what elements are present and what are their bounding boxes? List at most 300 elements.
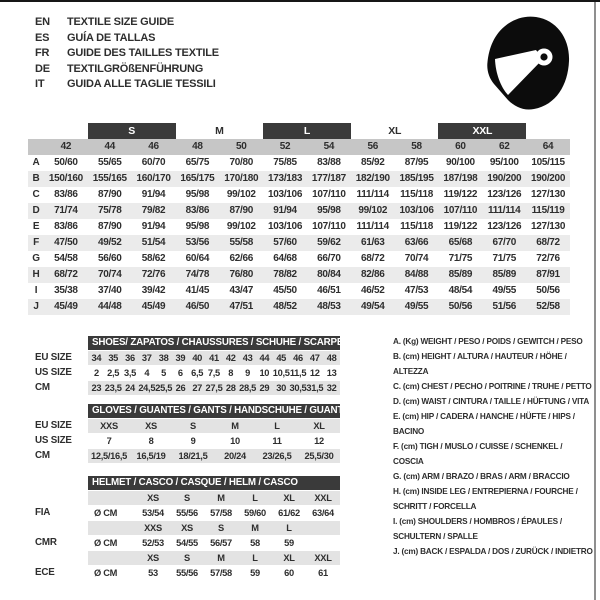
size-label: XL — [388, 125, 402, 137]
measure-cell: 99/102 — [226, 221, 256, 232]
measure-cell: 87/90 — [97, 221, 122, 232]
measure-cell: 107/110 — [312, 221, 346, 232]
measure-cell: 57/60 — [273, 237, 297, 248]
gloves-eu-cell: M — [231, 421, 239, 431]
measure-row — [28, 219, 570, 235]
measure-cell: 115/118 — [400, 189, 434, 200]
measure-cell: 75/85 — [273, 157, 297, 168]
shoes-cm-cell: 29 — [259, 383, 270, 393]
shoes-cm-cell: 24 — [125, 383, 135, 393]
helmet-value-cell — [306, 536, 340, 550]
size-number-cell: 54 — [323, 141, 335, 152]
size-number-cell: 62 — [498, 141, 510, 152]
measure-cell: 84/88 — [404, 269, 429, 280]
measure-cell: 49/54 — [360, 301, 385, 312]
helmet-size-blank — [88, 551, 136, 565]
label-shoes-eu-size: EU SIZE — [35, 352, 72, 363]
shoes-eu-cell: 42 — [225, 353, 236, 363]
measure-row — [28, 187, 570, 203]
shoes-cm-cell: 24,5 — [138, 383, 156, 393]
label-fia: FIA — [35, 507, 51, 518]
helmet-size-cell: XXL — [314, 493, 332, 503]
helmet-size-cell: XXL — [314, 553, 332, 563]
shoes-us-cell: 11,5 — [289, 368, 307, 378]
shoes-eu-cell: 43 — [242, 353, 253, 363]
measure-cell: 47/53 — [404, 285, 429, 296]
size-number-cell: 42 — [60, 141, 72, 152]
label-gloves-eu-size: EU SIZE — [35, 420, 72, 431]
size-number-row — [28, 139, 570, 155]
helmet-value-cell: 59 — [250, 568, 260, 578]
measure-cell: 71/74 — [54, 205, 78, 216]
measure-cell: 160/170 — [136, 173, 171, 184]
measure-cell: 95/100 — [489, 157, 519, 168]
measure-row — [28, 155, 570, 171]
helmet-value-cell: 61/62 — [278, 508, 300, 518]
measure-cell: 83/88 — [317, 157, 341, 168]
gloves-table-header: GLOVES / GUANTES / GANTS / HANDSCHUHE / GUANTI — [88, 404, 340, 418]
size-number-cell: 46 — [148, 141, 159, 152]
measure-cell: 85/89 — [448, 269, 473, 280]
row-letter: D — [32, 205, 40, 216]
shoes-cm-cell: 28,5 — [239, 383, 257, 393]
label-shoes-us-size: US SIZE — [35, 367, 72, 378]
measure-cell: 119/122 — [443, 189, 478, 200]
helmet-size-row — [88, 521, 340, 535]
gloves-eu-cell: L — [274, 421, 280, 431]
measure-cell: 70/80 — [229, 157, 253, 168]
language-row — [35, 46, 219, 62]
gloves-us-row — [88, 434, 340, 448]
measure-cell: 49/52 — [97, 237, 122, 248]
gloves-cm-cell: 23/26,5 — [262, 451, 292, 461]
helmet-value-cell: 53/54 — [142, 508, 164, 518]
measure-cell: 46/50 — [185, 301, 210, 312]
measure-cell: 165/175 — [180, 173, 215, 184]
language-code: ES — [35, 31, 50, 44]
measure-cell: 45/49 — [54, 301, 78, 312]
measure-cell: 68/72 — [54, 269, 78, 280]
helmet-value-cell: 59/60 — [244, 508, 266, 518]
shoes-us-cell: 10 — [259, 368, 270, 378]
helmet-size-cell: M — [217, 553, 225, 563]
gloves-cm-cell: 20/24 — [224, 451, 246, 461]
helmet-size-row — [88, 551, 340, 565]
measure-cell: 60/64 — [185, 253, 210, 264]
measure-cell: 79/82 — [141, 205, 166, 216]
measure-cell: 99/102 — [226, 189, 256, 200]
measure-cell: 52/58 — [536, 301, 560, 312]
helmet-size-cell: S — [184, 553, 190, 563]
measure-cell: 46/51 — [317, 285, 341, 296]
measure-cell: 49/55 — [492, 285, 516, 296]
measure-cell: 44/48 — [97, 301, 122, 312]
helmet-size-cell: XL — [283, 553, 295, 563]
measure-cell: 53/56 — [185, 237, 210, 248]
language-title-list — [35, 15, 219, 93]
measure-row — [28, 203, 570, 219]
size-number-cell: 64 — [542, 141, 554, 152]
helmet-value-cell: 63/64 — [312, 508, 334, 518]
measure-cell: 78/82 — [273, 269, 297, 280]
helmet-value-cell: 60 — [284, 568, 294, 578]
helmet-size-cell: XL — [283, 493, 295, 503]
shoes-us-cell: 12 — [309, 368, 320, 378]
legend-item: B. (cm) HEIGHT / ALTURA / HAUTEUR / HÖHE / ALTEZZA — [393, 352, 567, 376]
gloves-eu-cell: XS — [145, 421, 157, 431]
measure-cell: 66/70 — [317, 253, 341, 264]
helmet-value-cell: 59 — [284, 538, 294, 548]
measure-cell: 87/91 — [536, 269, 560, 280]
helmet-size-row — [88, 491, 340, 505]
gloves-us-cell: 10 — [230, 436, 240, 446]
measure-cell: 80/84 — [317, 269, 341, 280]
helmet-unit-label: Ø CM — [94, 508, 118, 518]
shoes-eu-row — [88, 351, 340, 365]
textile-main-table — [28, 122, 570, 315]
measure-cell: 56/60 — [97, 253, 122, 264]
gloves-eu-cell: S — [190, 421, 196, 431]
helmet-size-cell: S — [218, 523, 224, 533]
measure-cell: 67/70 — [492, 237, 516, 248]
measure-cell: 99/102 — [358, 205, 388, 216]
corner-cell — [28, 139, 44, 155]
measure-cell: 58/62 — [141, 253, 166, 264]
measure-cell: 111/114 — [356, 189, 389, 200]
size-number-cell: 58 — [411, 141, 422, 152]
shoes-table — [88, 336, 344, 395]
gloves-eu-row — [88, 419, 340, 433]
size-number-cell: 56 — [367, 141, 378, 152]
measure-cell: 45/50 — [273, 285, 297, 296]
measure-cell: 111/114 — [488, 205, 521, 216]
measure-cell: 60/70 — [141, 157, 166, 168]
row-letter: F — [33, 237, 39, 248]
helmet-value-cell: 53 — [148, 568, 158, 578]
size-label: M — [215, 125, 224, 137]
shoes-us-cell: 3,5 — [123, 368, 136, 378]
measure-cell: 87/90 — [97, 189, 122, 200]
shoes-cm-cell: 27 — [192, 383, 203, 393]
shoes-us-cell: 5 — [161, 368, 166, 378]
shoes-eu-cell: 40 — [192, 353, 203, 363]
label-cmr: CMR — [35, 537, 57, 548]
measure-cell: 51/54 — [141, 237, 166, 248]
shoes-eu-cell: 37 — [141, 353, 152, 363]
helmet-value-cell: 56/57 — [210, 538, 232, 548]
measure-rows — [28, 155, 570, 315]
language-code: EN — [35, 16, 50, 28]
measure-cell: 72/76 — [141, 269, 166, 280]
helmet-value-cell: 61 — [318, 568, 328, 578]
measure-row — [28, 171, 570, 187]
shoes-eu-cell: 41 — [209, 353, 219, 363]
helmet-size-cell: L — [252, 553, 258, 563]
shoes-us-cell: 4 — [144, 368, 150, 378]
legend-item: E. (cm) HIP / CADERA / HANCHE / HÜFTE / HIPS / BACINO — [393, 412, 575, 436]
helmet-unit-label: Ø CM — [94, 538, 118, 548]
shoes-us-cell: 8 — [228, 368, 234, 378]
shoes-cm-cell: 31,5 — [306, 383, 324, 393]
measure-cell: 107/110 — [443, 205, 478, 216]
row-letter: H — [32, 269, 40, 280]
measure-cell: 119/122 — [443, 221, 478, 232]
helmet-value-cell: 52/53 — [142, 538, 164, 548]
legend-item: F. (cm) TIGH / MUSLO / CUISSE / SCHENKEL / COSCIA — [393, 442, 563, 466]
gloves-table — [88, 404, 346, 463]
measure-cell: 47/50 — [54, 237, 78, 248]
measurement-legend — [393, 334, 595, 559]
shoes-cm-cell: 32 — [326, 383, 337, 393]
gloves-cm-cell: 16,5/19 — [136, 451, 166, 461]
size-chip: S — [88, 123, 176, 139]
helmet-table — [88, 476, 340, 580]
measure-row — [28, 267, 570, 283]
measure-cell: 105/115 — [531, 157, 565, 168]
language-code: IT — [35, 78, 45, 90]
language-title: TEXTILE SIZE GUIDE — [67, 16, 175, 28]
shoes-cm-cell: 27,5 — [205, 383, 223, 393]
shoes-cm-row — [88, 381, 340, 395]
row-letter: E — [32, 221, 40, 232]
shoes-us-cell: 10,5 — [272, 368, 290, 378]
size-number-cell: 48 — [192, 141, 203, 152]
gloves-us-cell: 11 — [272, 436, 282, 446]
measure-cell: 71/75 — [448, 253, 473, 264]
measure-cell: 48/53 — [317, 301, 341, 312]
size-number-cell: 44 — [104, 141, 115, 152]
shoes-us-cell: 7,5 — [207, 368, 220, 378]
measure-cell: 50/56 — [536, 285, 560, 296]
gloves-cm-cell: 18/21,5 — [178, 451, 208, 461]
helmet-size-cell: XXS — [144, 523, 162, 533]
label-gloves-us-size: US SIZE — [35, 435, 72, 446]
measure-cell: 91/94 — [141, 189, 166, 200]
gloves-eu-cell: XXS — [100, 421, 118, 431]
helmet-value-cell: 55/56 — [176, 568, 198, 578]
helmet-size-cell: XS — [147, 553, 159, 563]
helmet-size-cell: XS — [147, 493, 159, 503]
measure-cell: 71/75 — [492, 253, 516, 264]
measure-cell: 155/165 — [92, 173, 127, 184]
measure-cell: 48/54 — [448, 285, 473, 296]
measure-cell: 47/51 — [229, 301, 253, 312]
measure-cell: 87/90 — [229, 205, 253, 216]
measure-cell: 83/86 — [185, 205, 210, 216]
measure-cell: 70/74 — [97, 269, 122, 280]
shoes-cm-cell: 30 — [276, 383, 286, 393]
helmet-size-cell: S — [184, 493, 190, 503]
measure-cell: 95/98 — [317, 205, 341, 216]
helmet-size-cell: M — [217, 493, 225, 503]
measure-cell: 55/58 — [229, 237, 253, 248]
helmet-size-cell: XS — [181, 523, 193, 533]
label-ece: ECE — [35, 567, 55, 578]
gloves-us-cell: 9 — [190, 436, 196, 446]
shoes-cm-cell: 28 — [225, 383, 236, 393]
measure-cell: 70/74 — [404, 253, 429, 264]
language-code: FR — [35, 47, 50, 59]
measure-cell: 35/38 — [54, 285, 78, 296]
size-chip: XXL — [438, 123, 526, 139]
shoes-eu-cell: 48 — [326, 353, 337, 363]
measure-cell: 190/200 — [487, 173, 522, 184]
shoes-us-cell: 2 — [93, 368, 99, 378]
row-letter: A — [32, 157, 40, 168]
shoes-cm-cell: 26 — [175, 383, 186, 393]
measure-cell: 90/100 — [446, 157, 475, 168]
shoes-cm-cell: 23 — [91, 383, 102, 393]
language-row — [35, 62, 219, 78]
measure-cell: 115/118 — [400, 221, 434, 232]
gloves-us-cell: 7 — [106, 436, 112, 446]
shoes-eu-cell: 38 — [158, 353, 169, 363]
measure-cell: 185/195 — [399, 173, 434, 184]
helmet-size-cell: M — [251, 523, 259, 533]
shoes-eu-cell: 46 — [293, 353, 303, 363]
helmet-size-cell: L — [252, 493, 258, 503]
legend-item: C. (cm) CHEST / PECHO / POITRINE / TRUHE / PETTO — [393, 382, 592, 391]
legend-item: A. (Kg) WEIGHT / PESO / POIDS / GEWITCH / PESO — [393, 337, 583, 346]
measure-cell: 74/78 — [185, 269, 210, 280]
helmet-value-row-fia — [88, 506, 340, 520]
helmet-icon — [480, 14, 572, 110]
shoes-eu-cell: 34 — [91, 353, 102, 363]
legend-item: J. (cm) BACK / ESPALDA / DOS / ZURÜCK / INDIETRO — [393, 547, 593, 556]
shoes-us-row — [88, 366, 340, 380]
measure-cell: 62/66 — [229, 253, 253, 264]
measure-cell: 45/49 — [141, 301, 166, 312]
row-letter: C — [32, 189, 40, 200]
measure-cell: 190/200 — [531, 173, 566, 184]
measure-cell: 103/106 — [268, 221, 303, 232]
measure-cell: 76/80 — [229, 269, 253, 280]
measure-cell: 91/94 — [273, 205, 297, 216]
helmet-rows — [88, 491, 340, 580]
shoes-eu-cell: 47 — [309, 353, 320, 363]
measure-cell: 150/160 — [48, 173, 83, 184]
row-letter: B — [32, 173, 40, 184]
size-chip: L — [263, 123, 351, 139]
measure-cell: 61/63 — [360, 237, 385, 248]
measure-row — [28, 299, 570, 315]
gloves-eu-cell: XL — [313, 421, 325, 431]
language-row — [35, 15, 219, 31]
measure-cell: 48/52 — [273, 301, 297, 312]
size-number-cell: 60 — [455, 141, 466, 152]
shoes-cm-cell: 23,5 — [104, 383, 122, 393]
measure-cell: 123/126 — [487, 189, 522, 200]
row-letter: I — [34, 285, 38, 296]
helmet-value-row-ece — [88, 566, 340, 580]
language-row — [35, 31, 219, 47]
shoes-eu-cell: 45 — [276, 353, 287, 363]
language-title: TEXTILGRÖßENFÜHRUNG — [67, 62, 204, 75]
gloves-cm-cell: 25,5/30 — [304, 451, 334, 461]
legend-item: G. (cm) ARM / BRAZO / BRAS / ARM / BRACCIO — [393, 472, 570, 481]
language-row — [35, 77, 219, 93]
measure-cell: 170/180 — [224, 173, 259, 184]
row-letter: G — [32, 253, 40, 264]
measure-cell: 115/119 — [531, 205, 565, 216]
helmet-unit-label: Ø CM — [94, 568, 118, 578]
measure-cell: 55/65 — [97, 157, 122, 168]
measure-cell: 68/72 — [536, 237, 560, 248]
shoes-us-cell: 6 — [177, 368, 183, 378]
measure-cell: 65/68 — [448, 237, 473, 248]
shoes-us-cell: 9 — [245, 368, 250, 378]
measure-cell: 123/126 — [487, 221, 522, 232]
shoes-cm-cell: 30,5 — [289, 383, 307, 393]
helmet-value-cell: 57/58 — [210, 568, 232, 578]
measure-cell: 95/98 — [185, 189, 210, 200]
size-group-row — [28, 122, 570, 139]
measure-cell: 64/68 — [273, 253, 297, 264]
measure-row — [28, 251, 570, 267]
helmet-value-cell: 55/56 — [176, 508, 198, 518]
size-number-cell: 52 — [279, 141, 291, 152]
measure-cell: 85/89 — [492, 269, 516, 280]
shoes-table-header: SHOES/ ZAPATOS / CHAUSSURES / SCHUHE / SCARPE — [88, 336, 340, 350]
measure-cell: 39/42 — [141, 285, 166, 296]
shoes-eu-cell: 39 — [175, 353, 186, 363]
measure-cell: 51/56 — [492, 301, 516, 312]
helmet-size-cell: L — [286, 523, 292, 533]
measure-cell: 85/92 — [360, 157, 385, 168]
shoes-us-cell: 6,5 — [191, 368, 204, 378]
measure-cell: 83/86 — [54, 221, 78, 232]
helmet-value-cell: 54/55 — [176, 538, 198, 548]
measure-cell: 177/187 — [311, 173, 346, 184]
language-title: GUIDA ALLE TAGLIE TESSILI — [67, 78, 216, 90]
helmet-size-blank — [88, 521, 136, 535]
measure-cell: 65/75 — [185, 157, 210, 168]
measure-cell: 46/52 — [360, 285, 385, 296]
gloves-cm-cell: 12,5/16,5 — [90, 451, 128, 461]
language-title: GUIDE DES TAILLES TEXTILE — [67, 47, 219, 59]
measure-cell: 50/56 — [448, 301, 473, 312]
top-border-line — [0, 0, 600, 2]
measure-cell: 187/198 — [443, 173, 478, 184]
label-shoes-cm: CM — [35, 382, 50, 393]
shoes-eu-cell: 44 — [259, 353, 270, 363]
measure-cell: 103/106 — [399, 205, 434, 216]
measure-row — [28, 283, 570, 299]
language-code: DE — [35, 62, 50, 75]
measure-cell: 37/40 — [97, 285, 122, 296]
measure-cell: 95/98 — [185, 221, 210, 232]
measure-cell: 50/60 — [54, 157, 78, 168]
gloves-cm-row — [88, 449, 340, 463]
shoes-eu-cell: 35 — [108, 353, 119, 363]
legend-item: D. (cm) WAIST / CINTURA / TAILLE / HÜFTUNG / VITA — [393, 397, 590, 406]
measure-cell: 107/110 — [312, 189, 346, 200]
measure-cell: 82/86 — [360, 269, 385, 280]
measure-cell: 83/86 — [54, 189, 78, 200]
measure-cell: 43/47 — [229, 285, 253, 296]
measure-cell: 127/130 — [531, 189, 566, 200]
measure-row — [28, 235, 570, 251]
measure-cell: 173/183 — [268, 173, 303, 184]
measure-cell: 54/58 — [54, 253, 78, 264]
helmet-value-cell: 58 — [250, 538, 260, 548]
label-gloves-cm: CM — [35, 450, 50, 461]
helmet-size-cell — [306, 521, 340, 535]
shoes-us-cell: 13 — [326, 368, 337, 378]
shoes-cm-cell: 25,5 — [155, 383, 173, 393]
size-number-cell: 50 — [235, 141, 247, 152]
measure-cell: 91/94 — [141, 221, 166, 232]
